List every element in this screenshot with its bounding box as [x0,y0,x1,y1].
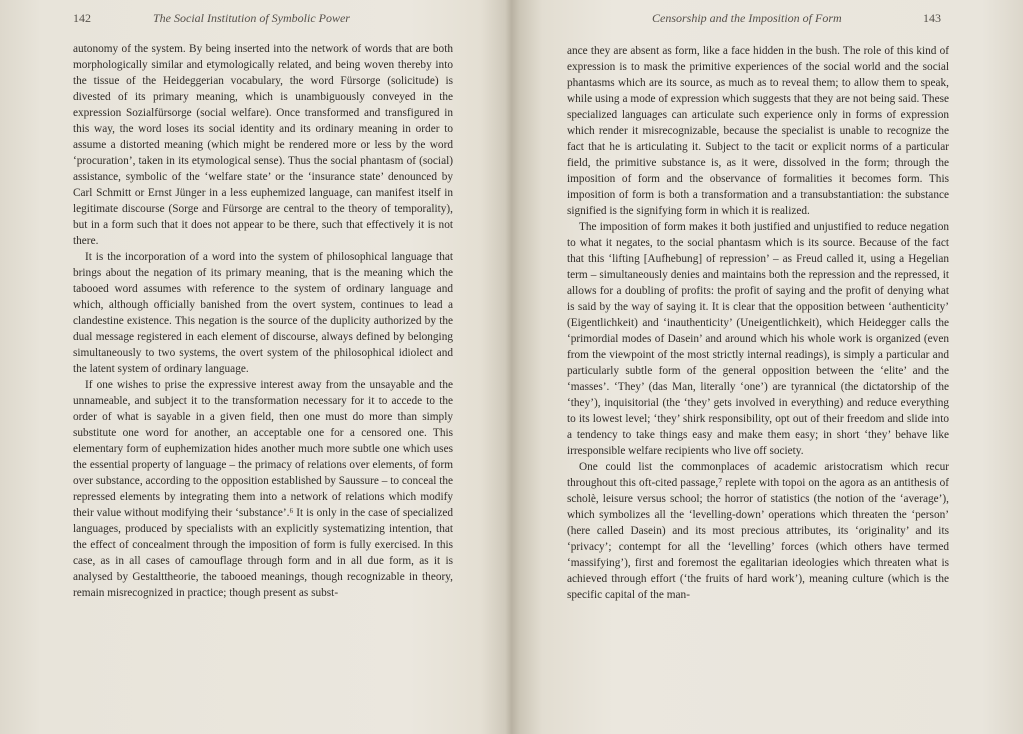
right-page [505,0,1023,734]
right-running-title: Censorship and the Imposition of Form [652,11,842,25]
left-page-body [73,41,453,601]
left-paragraph-1: autonomy of the system. By being inserted into the network of words that are both morphologically similar and etymologically related, and being woven thereby into the tissue of the Heideggerian vocabulary, the word Fürsorge (solicitude) is divested of its primary meaning, which is unambiguously conveyed in the expression Sozialfürsorge (social welfare). Once transformed and transfigured in this way, the word loses its social identity and its ordinary meaning in order to assume a distorted meaning (which might be rendered more or less by the word ‘procuration’, taken in its etymological sense). Thus the social phantasm of (social) assistance, symbolic of the ‘welfare state’ or the ‘insurance state’ denounced by Carl Schmitt or Ernst Jünger in a less euphemized language, can manifest itself in legitimate discourse (Sorge and Fürsorge are central to the theory of temporality), but in a form such that it does not appear to be there, such that effectively it is not there. [73,43,453,247]
left-page-number: 142 [73,11,91,25]
right-page-number: 143 [923,11,941,25]
left-paragraph-2: It is the incorporation of a word into the system of philosophical language that brings about the negation of its primary meaning, that is the meaning which the tabooed word assumes with reference to the system of ordinary language and which, although officially banished from the overt system, continues to lead a clandestine existence. This negation is the source of the duplicity authorized by the dual message registered in each element of discourse, always defined by belonging simultaneously to two systems, the overt system of the philosophical idiolect and the latent system of ordinary language. [73,251,453,375]
right-page-body [567,43,949,603]
left-running-title: The Social Institution of Symbolic Power [153,11,350,25]
left-paragraph-3: If one wishes to prise the expressive interest away from the unsayable and the unnameable, and subject it to the transformation necessary for it to accede to the order of what is sayable in a given field, then one must do more than simply substitute one word for another, an acceptable one for a censored one. This elementary form of euphemization hides another much more subtle one which uses the essential property of language – the primacy of relations over elements, of form over substance, according to the opposition established by Saussure – to conceal the repressed elements by integrating them into a network of relations which modify their value without modifying their ‘substance’.⁶ It is only in the case of specialized languages, produced by specialists with an explicitly systematizing intention, that the effect of concealment through the imposition of form is fully exercised. In this case, as in all cases of camouflage through form and in all due form, as it is analysed by Gestalttheorie, the tabooed meanings, though recognizable in theory, remain misrecognized in practice; though present as subst- [73,379,453,599]
right-paragraph-1: ance they are absent as form, like a face hidden in the bush. The role of this kind of expression is to mask the primitive experiences of the social world and the social phantasms which are its source, as much as to reveal them; to allow them to speak, while using a mode of expression which suggests that they are not being said. These specialized languages can articulate such experience only in forms of expression which render it misrecognizable, because the specialist is unable to recognize the fact that he is articulating it. Subject to the tacit or explicit norms of a particular field, the primitive substance is, as it were, dissolved in the form; through the imposition of form and the observance of formalities it becomes form. This imposition of form is both a transformation and a transubstantiation: the substance signified is the signifying form in which it is realized. [567,45,949,217]
right-paragraph-3: One could list the commonplaces of academic aristocratism which recur throughout this oft-cited passage,⁷ replete with topoi on the agora as an antithesis of scholè, leisure versus school; the horror of statistics (the notion of the ‘average’), which symbolizes all the ‘levelling-down’ operations which threaten the ‘person’ (here called Dasein) and its most precious attributes, its ‘originality’ and its ‘privacy’; contempt for all the ‘levelling’ forces (which others have termed ‘massifying’), first and foremost the egalitarian ideologies which threaten what is achieved through effort (‘the fruits of hard work’), meaning culture (which is the specific capital of the man- [567,461,949,601]
right-paragraph-2: The imposition of form makes it both justified and unjustified to reduce negation to what it negates, to the social phantasm which is its source. Because of the fact that this ‘lifting [Aufhebung] of repression’ – as Freud called it, using a Hegelian term – simultaneously denies and maintains both the repression and the repressed, it allows for a doubling of profits: the profit of saying and the profit of denying what is said by the way of saying it. It is clear that the opposition between ‘authenticity’ (Eigentlichkeit) and ‘inauthenticity’ (Uneigentlichkeit), which Heidegger calls the ‘primordial modes of Dasein’ and around which his whole work is organized (even from the viewpoint of the most strictly internal readings), is simply a particular and particularly subtle form of the general opposition between the ‘elite’ and the ‘masses’. ‘They’ (das Man, literally ‘one’) are tyrannical (the dictatorship of the ‘they’), inquisitorial (the ‘they’ gets involved in everything) and reduce everything to its lowest level; ‘they’ shirk responsibility, opt out of their freedom and slide into a tendency to take things easy and make them easy; in short ‘they’ behave like irresponsible welfare recipients who live off society. [567,221,949,457]
left-page [0,0,505,734]
